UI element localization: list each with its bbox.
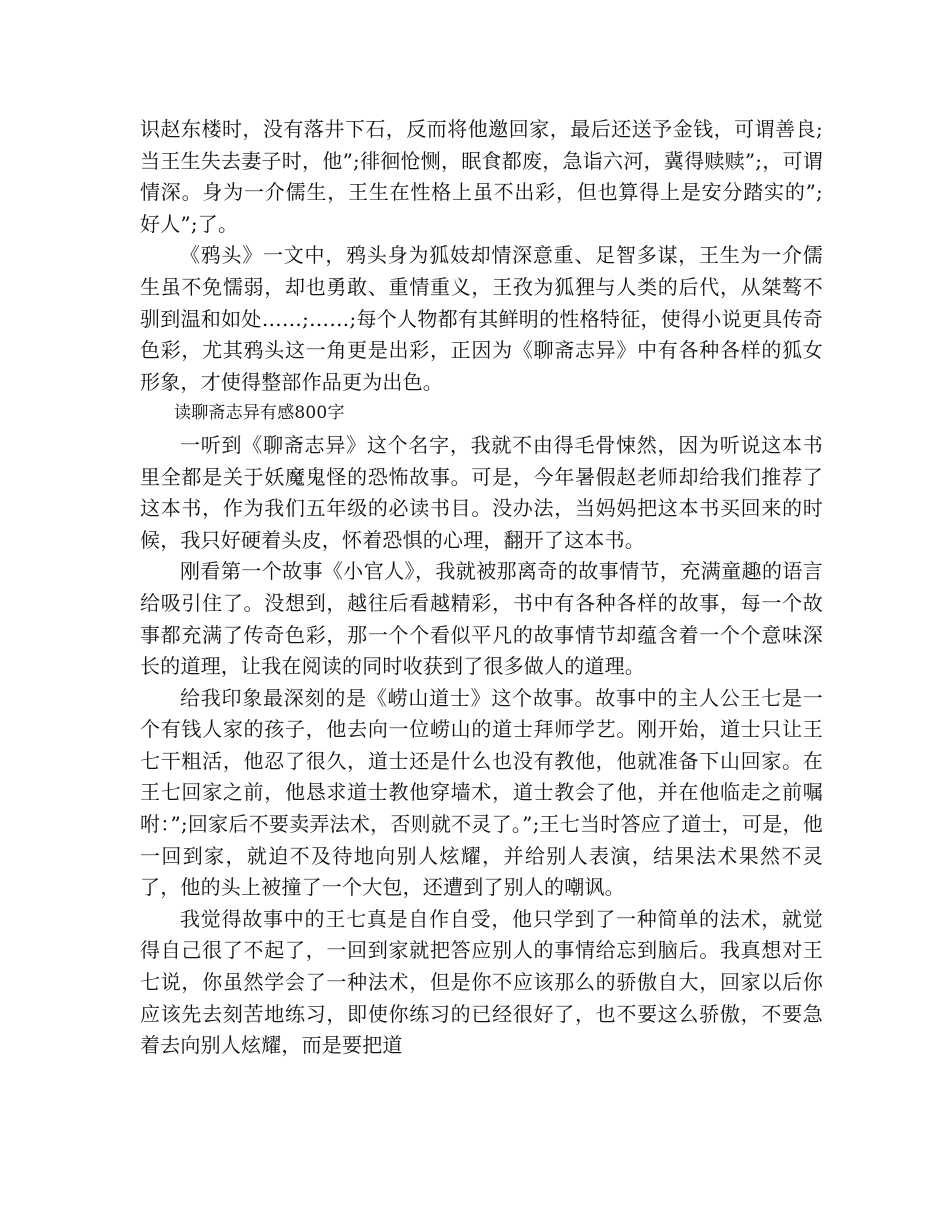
section-heading: 读聊斋志异有感800字 — [174, 403, 345, 424]
document-body — [140, 114, 823, 1062]
paragraph: 给我印象最深刻的是《崂山道士》这个故事。故事中的主人公王七是一个有钱人家的孩子，他去向一位崂山的道士拜师学艺。刚开始，道士只让王七干粗活，他忍了很久，道士还是什么也没有教他，他就准备下山回家。在王七回家之前，他恳求道士教他穿墙术，道士教会了他，并在他临走之前嘱咐：”;回家后不要卖弄法术，否则就不灵了。”;王七当时答应了道士，可是，他一回到家，就迫不及待地向别人炫耀，并给别人表演，结果法术果然不灵了，他的头上被撞了一个大包，还遭到了别人的嘲讽。 — [140, 685, 823, 900]
paragraph: 一听到《聊斋志异》这个名字，我就不由得毛骨悚然，因为听说这本书里全都是关于妖魔鬼怪的恐怖故事。可是，今年暑假赵老师却给我们推荐了这本书，作为我们五年级的必读书目。没办法，当妈妈把这本书买回来的时候，我只好硬着头皮，怀着恐惧的心理，翻开了这本书。 — [140, 432, 823, 552]
paragraph: 刚看第一个故事《小官人》，我就被那离奇的故事情节，充满童趣的语言给吸引住了。没想到，越往后看越精彩，书中有各种各样的故事，每一个故事都充满了传奇色彩，那一个个看似平凡的故事情节却蕴含着一个个意味深长的道理，让我在阅读的同时收获到了很多做人的道理。 — [140, 559, 823, 679]
paragraph-continued: 识赵东楼时，没有落井下石，反而将他邀回家，最后还送予金钱，可谓善良;当王生失去妻子时，他”;徘徊怆恻，眠食都废，急诣六河，冀得赎赎”;，可谓情深。身为一介儒生，王生在性格上虽不出彩，但也算得上是安分踏实的”;好人”;了。 — [140, 117, 823, 236]
paragraph: 《鸦头》一文中，鸦头身为狐妓却情深意重、足智多谋，王生为一介儒生虽不免懦弱，却也勇敢、重情重义，王孜为狐狸与人类的后代，从桀骜不驯到温和如处……;……;每个人物都有其鲜明的性格特征，使得小说更具传奇色彩，尤其鸦头这一角更是出彩，正因为《聊斋志异》中有各种各样的狐女形象，才使得整部作品更为出色。 — [140, 243, 823, 394]
paragraph: 我觉得故事中的王七真是自作自受，他只学到了一种简单的法术，就觉得自己很了不起了，一回到家就把答应别人的事情给忘到脑后。我真想对王七说，你虽然学会了一种法术，但是你不应该那么的骄傲自大，回家以后你应该先去刻苦地练习，即使你练习的已经很好了，也不要这么骄傲，不要急着去向别人炫耀，而是要把道 — [140, 906, 823, 1058]
